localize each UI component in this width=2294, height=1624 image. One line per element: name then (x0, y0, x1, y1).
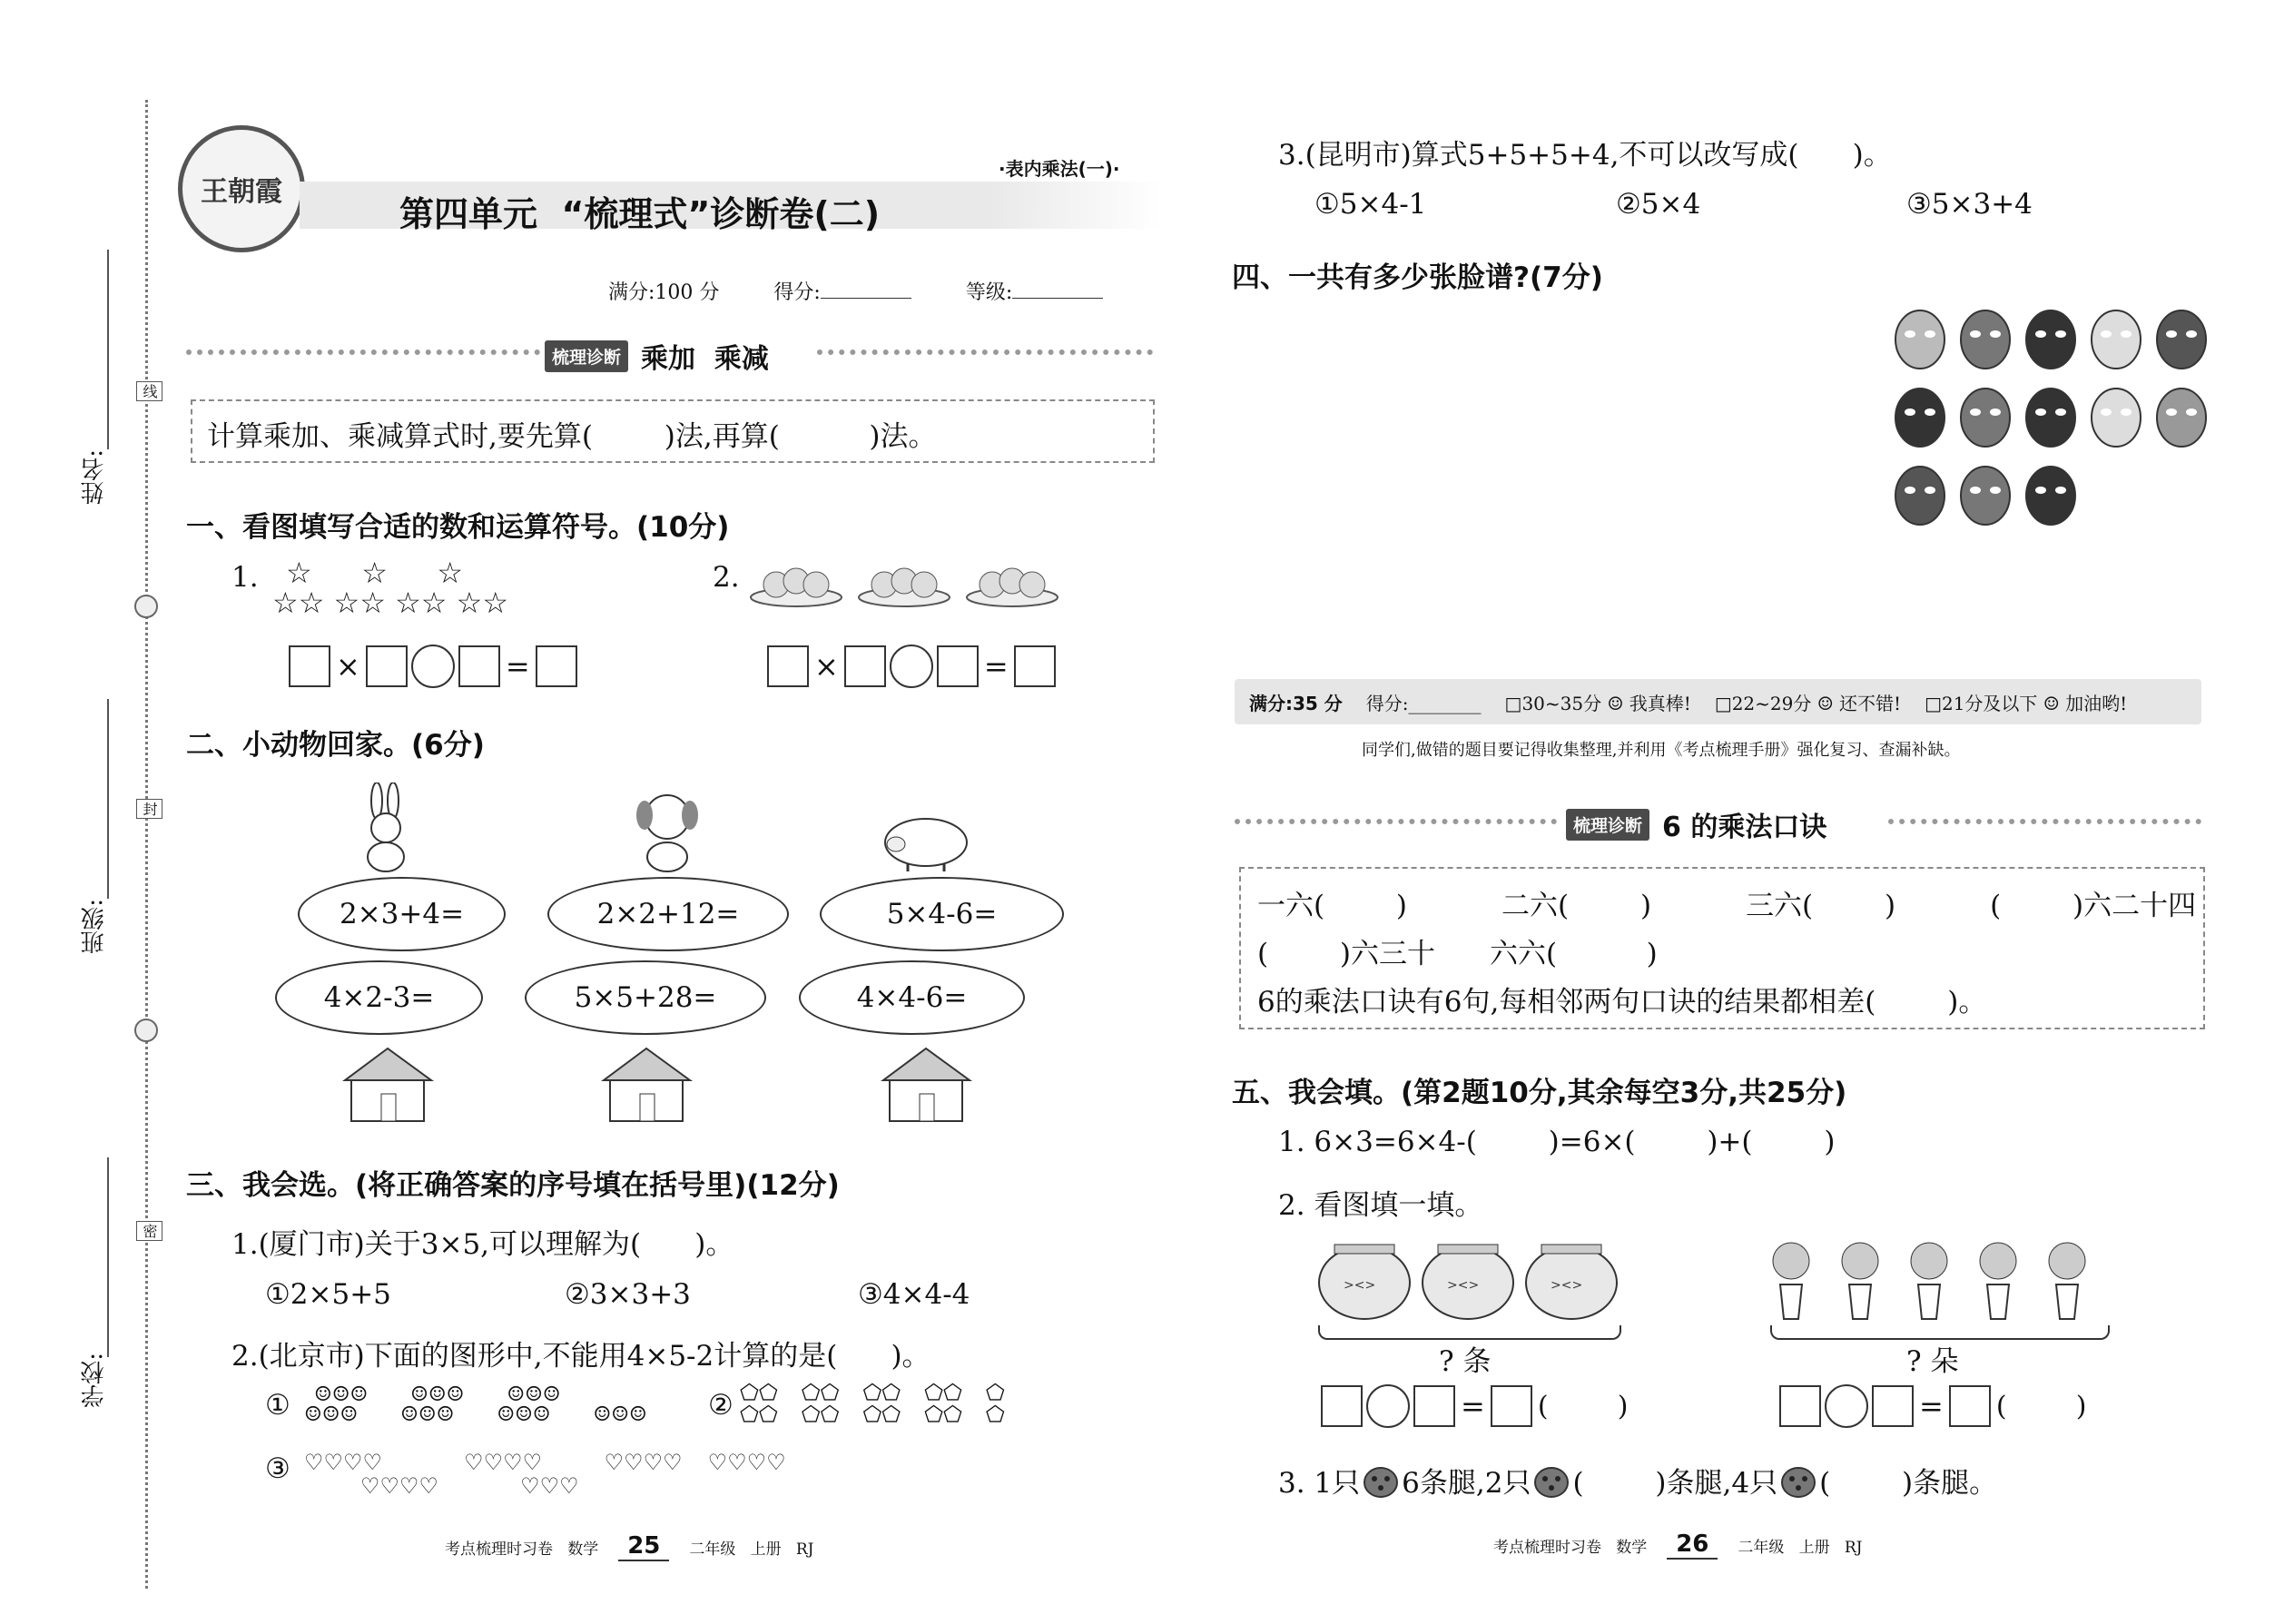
ladybug-icon (1531, 1461, 1572, 1501)
opera-mask-icon (2154, 387, 2209, 448)
margin-name-line (107, 250, 109, 449)
answer-box[interactable] (289, 645, 330, 687)
opera-mask-icon (1893, 309, 1947, 370)
smiley-group: ☺☺☺ ☺☺☺ (400, 1383, 465, 1426)
fishbowl-icon (1523, 1239, 1620, 1321)
house-icon (879, 1044, 974, 1126)
plate-icon (965, 554, 1060, 608)
svg-text:><>: ><> (1551, 1278, 1583, 1293)
tag-label: 梳理诊断 (1566, 809, 1649, 841)
opera-mask-icon (2023, 309, 2078, 370)
score-range-2[interactable]: □22~29分 ☺ 还不错! (1714, 692, 1902, 714)
svg-text:><>: ><> (1344, 1278, 1376, 1293)
opera-mask-icon (1893, 387, 1947, 448)
buns-illustration (749, 554, 1060, 608)
heart-groups (304, 1451, 786, 1498)
section-tag (1566, 804, 1826, 844)
intro-text: 计算乘加、乘减算式时,要先算( )法,再算( )法。 (207, 420, 937, 453)
s3-q1-option[interactable]: ②3×3+3 (565, 1278, 691, 1311)
house-icon (340, 1044, 436, 1126)
s1-q2-number: 2. (713, 561, 740, 594)
margin-school-line (107, 1157, 109, 1357)
opera-mask-icon (2089, 387, 2143, 448)
answer-box[interactable] (1872, 1385, 1914, 1427)
margin-mark-feng: 封 (136, 799, 162, 819)
pentagon-group: ⬠⬠ ⬠⬠ (862, 1380, 901, 1427)
answer-box[interactable] (844, 645, 886, 687)
ladybug-icon (1360, 1461, 1402, 1501)
section-tag (545, 336, 769, 376)
smiley-groups (304, 1385, 647, 1425)
flower-vase-icon (1973, 1239, 2023, 1323)
s3-q1-option[interactable]: ①2×5+5 (265, 1278, 391, 1311)
s3-q2: 2.(北京市)下面的图形中,不能用4×5-2计算的是( )。 (231, 1340, 930, 1373)
opera-mask-icon (2089, 309, 2143, 370)
fish-question-label: ? 条 (1439, 1345, 1492, 1378)
answer-box[interactable] (458, 645, 500, 687)
flower-answer-row: = ( ) (1779, 1384, 2089, 1428)
section-2-title: 二、小动物回家。(6分) (186, 729, 485, 762)
fish-answer-row: = ( ) (1321, 1384, 1630, 1428)
footer-right: 考点梳理时习卷 数学 26 二年级 上册 RJ (1493, 1530, 1863, 1558)
score-bar-score[interactable]: 得分:________ (1365, 692, 1482, 714)
flower-vase-icon (2042, 1239, 2092, 1323)
margin-school-label: 学校: (81, 1353, 108, 1408)
answer-box[interactable] (1321, 1385, 1363, 1427)
score-range-3[interactable]: □21分及以下 ☺ 加油哟! (1925, 692, 2128, 714)
fishbowl-icon (1420, 1239, 1516, 1321)
s5-q2: 2. 看图填一填。 (1278, 1189, 1483, 1222)
notice-text: 同学们,做错的题目要记得收集整理,并利用《考点梳理手册》强化复习、查漏补缺。 (1362, 741, 1961, 760)
opera-mask-icon (1958, 309, 2013, 370)
pentagon-group: ⬠⬠ ⬠⬠ (740, 1380, 778, 1427)
tag-label: 梳理诊断 (545, 340, 628, 372)
heart-group: ♡♡♡♡ ♡♡♡ (464, 1450, 579, 1499)
operator-circle[interactable] (890, 645, 933, 688)
fishbowl-icon (1316, 1239, 1413, 1321)
s3-q3: 3.(昆明市)算式5+5+5+4,不可以改写成( )。 (1278, 139, 1892, 172)
smiley-group: ☺☺☺ ☺☺☺ (304, 1383, 369, 1426)
flower-vases (1766, 1239, 2092, 1323)
section-1-title: 一、看图填写合适的数和运算符号。(10分) (186, 511, 730, 544)
opera-mask-icon (1958, 387, 2013, 448)
dotted-rule (1888, 819, 2201, 824)
smiley-group: ☺☺☺ (593, 1403, 647, 1426)
flower-vase-icon (1835, 1239, 1885, 1323)
opera-mask-icon (1958, 465, 2013, 527)
answer-box[interactable] (1949, 1385, 1991, 1427)
ladybug-icon (1777, 1461, 1819, 1501)
score-bar (1235, 679, 2201, 724)
plate-icon (749, 554, 844, 608)
score-bar-full: 满分:35 分 (1249, 692, 1343, 714)
margin-mark-mi: 密 (136, 1221, 162, 1241)
expression-oval[interactable]: 2×3+4= (298, 877, 506, 951)
answer-box[interactable] (366, 645, 408, 687)
opera-masks (1893, 309, 2220, 527)
s5-q3: 3. 1只 6条腿,2只 ( )条腿,4只 ( )条腿。 (1278, 1460, 1997, 1501)
page-number: 25 (618, 1532, 669, 1561)
topic-tag: ·表内乘法(一)· (999, 158, 1120, 180)
opera-mask-icon (1893, 465, 1947, 527)
grade-field[interactable]: 等级: (966, 277, 1103, 305)
dotted-rule (1235, 819, 1557, 824)
pig-icon (876, 808, 976, 871)
margin-spiral-icon (134, 1019, 158, 1042)
margin-class-label: 班级: (81, 899, 108, 954)
score-line (608, 277, 1103, 305)
s5-q1: 1. 6×3=6×4-( )=6×( )+( ) (1278, 1126, 1836, 1158)
rhyme-line-3: 6的乘法口诀有6句,每相邻两句口诀的结果都相差( )。 (1257, 986, 1987, 1019)
operator-circle[interactable] (1366, 1384, 1410, 1428)
answer-box[interactable] (1491, 1385, 1532, 1427)
answer-box[interactable] (937, 645, 979, 687)
pentagon-group: ⬠⬠ ⬠⬠ (801, 1380, 840, 1427)
pentagon-groups (740, 1382, 1005, 1425)
footer-left: 考点梳理时习卷 数学 25 二年级 上册 RJ (445, 1532, 814, 1560)
brand-logo (178, 125, 305, 252)
margin-spiral-icon (134, 595, 158, 618)
s3-q2-option-3[interactable]: ③ (265, 1452, 290, 1485)
operator-circle[interactable] (411, 645, 455, 688)
section-5-title: 五、我会填。(第2题10分,其余每空3分,共25分) (1232, 1077, 1847, 1109)
margin-name-label: 姓名: (81, 449, 108, 505)
page-number: 26 (1667, 1530, 1718, 1560)
operator-circle[interactable] (1825, 1384, 1868, 1428)
answer-box[interactable] (767, 645, 809, 687)
score-range-1[interactable]: □30~35分 ☺ 我真棒! (1504, 692, 1691, 714)
s1-q1-stars-top: ☆ ☆ ☆ (286, 556, 469, 590)
flower-question-label: ? 朵 (1906, 1345, 1959, 1378)
heart-group: ♡♡♡♡ ♡♡♡♡ (304, 1450, 439, 1499)
expression-oval[interactable]: 5×5+28= (525, 960, 766, 1035)
s1-q1-answer-row: × = (289, 645, 577, 688)
expression-oval[interactable]: 4×2-3= (275, 960, 483, 1035)
dotted-rule (186, 349, 540, 355)
heart-group: ♡♡♡♡ (604, 1450, 683, 1475)
flower-vase-icon (1766, 1239, 1816, 1323)
rhyme-line-1: 一六( ) 二六( ) 三六( ) ( )六二十四 (1257, 890, 2197, 922)
tag-title: 乘加 乘减 (641, 343, 769, 375)
svg-text:><>: ><> (1447, 1278, 1480, 1293)
answer-box[interactable] (1014, 645, 1056, 687)
fish-bowls (1316, 1239, 1620, 1321)
rabbit-icon (350, 782, 422, 873)
pentagon-group: ⬠⬠ ⬠⬠ (924, 1380, 962, 1427)
opera-mask-icon (2023, 465, 2078, 527)
opera-mask-icon (2023, 387, 2078, 448)
section-4-title: 四、一共有多少张脸谱?(7分) (1232, 261, 1603, 294)
heart-group: ♡♡♡♡ (707, 1450, 786, 1475)
s3-q2-option-2[interactable]: ② (708, 1389, 733, 1422)
page-title: 第四单元 “梳理式”诊断卷(二) (399, 194, 881, 234)
brand-logo-text: 王朝霞 (201, 176, 282, 208)
s3-q1-option[interactable]: ③4×4-4 (858, 1278, 970, 1311)
s3-q3-option[interactable]: ②5×4 (1616, 188, 1701, 221)
pentagon-group: ⬠ ⬠ (985, 1380, 1005, 1427)
s3-q2-option-1[interactable]: ① (265, 1389, 290, 1422)
expression-oval[interactable]: 5×4-6= (820, 877, 1064, 951)
s1-q2-answer-row: × = (767, 645, 1056, 688)
full-score: 满分:100 分 (608, 281, 720, 304)
s3-q1: 1.(厦门市)关于3×5,可以理解为( )。 (231, 1228, 734, 1261)
s3-q3-option[interactable]: ③5×3+4 (1906, 188, 2033, 221)
margin-dotted-line (145, 100, 148, 1589)
margin-class-line (107, 699, 109, 899)
house-icon (599, 1044, 694, 1126)
smiley-group: ☺☺☺ ☺☺☺ (497, 1383, 561, 1426)
opera-mask-icon (2154, 309, 2209, 370)
plate-icon (857, 554, 952, 608)
s1-q1-number: 1. (231, 561, 259, 594)
expression-oval[interactable]: 2×2+12= (547, 877, 789, 951)
answer-box[interactable] (1413, 1385, 1455, 1427)
margin-mark-xian: 线 (136, 381, 162, 401)
puppy-icon (626, 788, 708, 874)
rhyme-line-2: ( )六三十 六六( ) (1257, 938, 1658, 970)
dotted-rule (817, 349, 1153, 355)
flower-vase-icon (1904, 1239, 1954, 1323)
s1-q1-stars-bottom: ☆☆ ☆☆ ☆☆ ☆☆ (272, 586, 509, 620)
tag-title: 6 的乘法口诀 (1662, 812, 1827, 843)
answer-box[interactable] (1779, 1385, 1821, 1427)
section-3-title: 三、我会选。(将正确答案的序号填在括号里)(12分) (186, 1169, 840, 1202)
s3-q3-option[interactable]: ①5×4-1 (1314, 188, 1427, 221)
score-field[interactable]: 得分: (773, 277, 911, 305)
expression-oval[interactable]: 4×4-6= (799, 960, 1025, 1035)
answer-box[interactable] (536, 645, 577, 687)
